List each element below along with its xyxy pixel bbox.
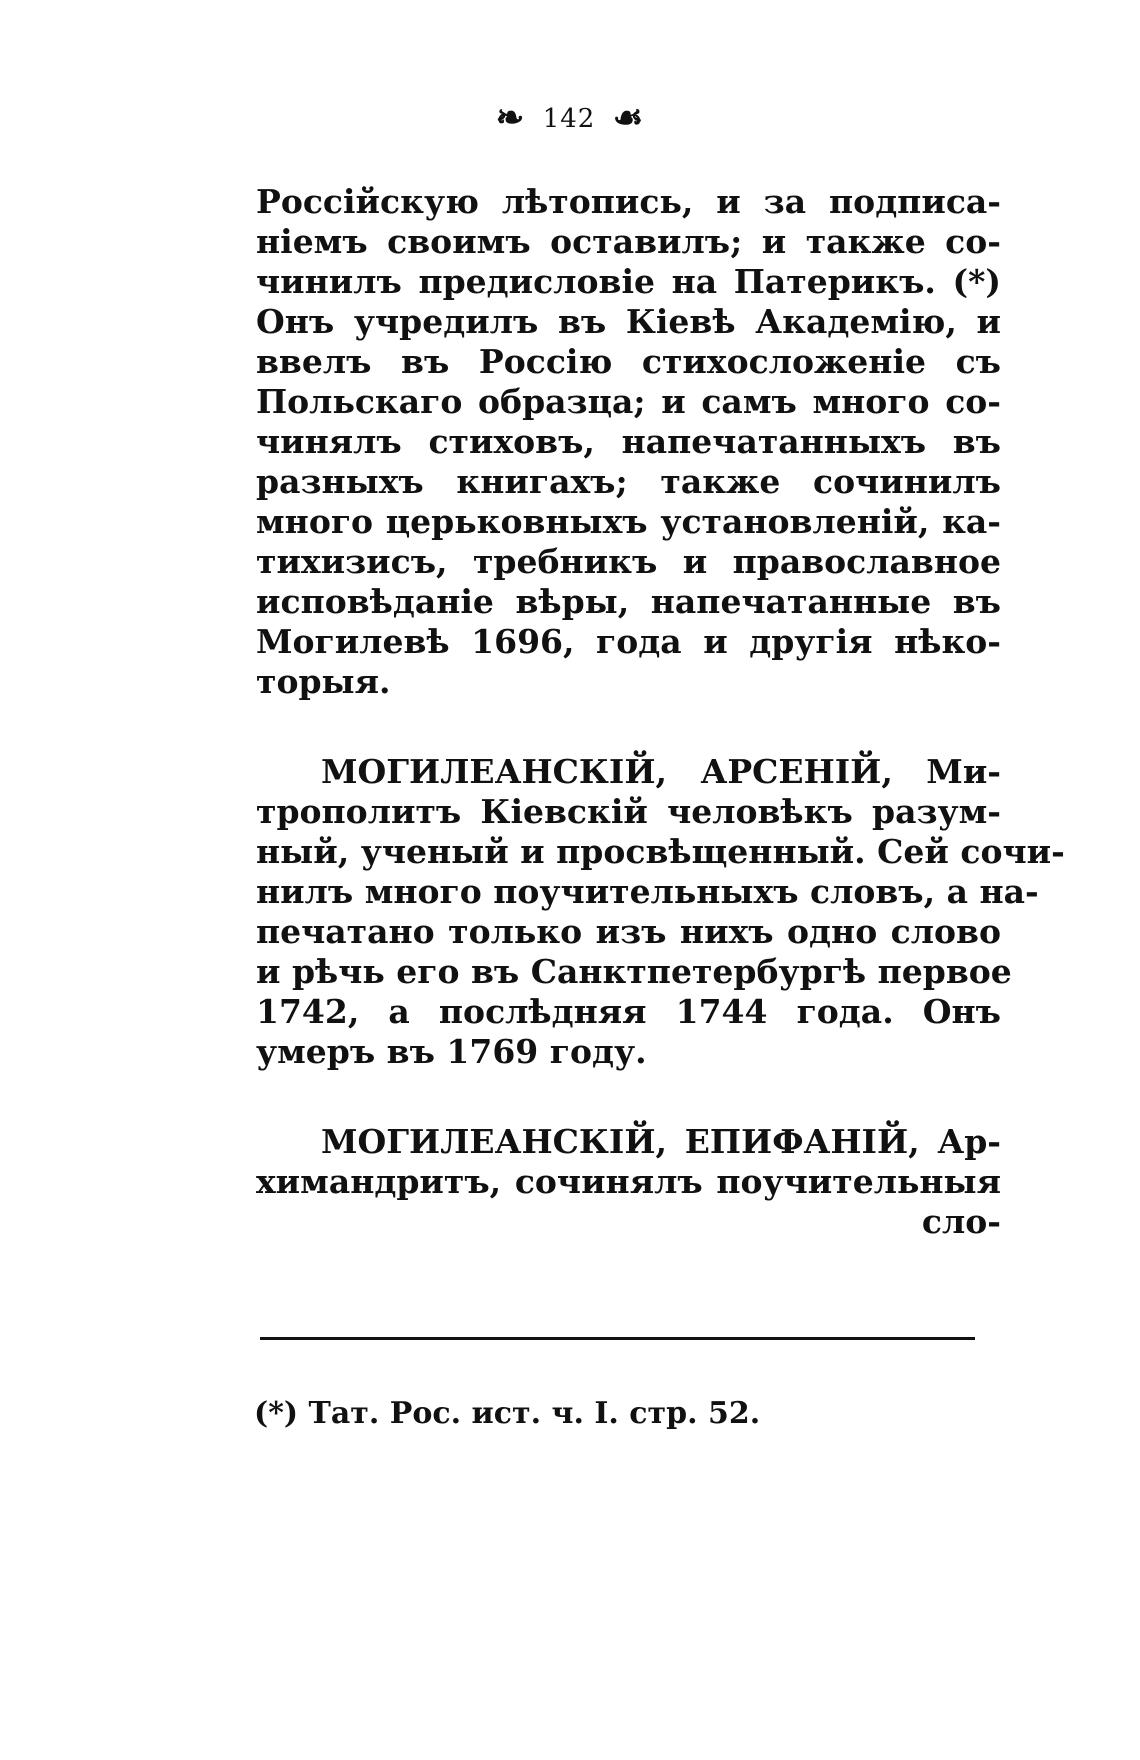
footnote: (*) Тат. Рос. ист. ч. I. стр. 52. <box>254 1396 761 1431</box>
entry-epifaniy <box>256 1122 1001 1242</box>
text-line: ный, ученый и просвѣщенный. Сей сочи- <box>256 832 1065 871</box>
text-line: ніемъ своимъ оставилъ; и также со- <box>256 222 1001 261</box>
text-line: 1742, а послѣдняя 1744 года. Онъ <box>256 992 1001 1031</box>
text-line: исповѣданіе вѣры, напечатанные въ <box>256 582 1001 621</box>
ornament-right-icon: ☙ <box>612 98 645 138</box>
text-line: чинилъ предисловіе на Патерикъ. (*) <box>256 262 1001 301</box>
text-line: нилъ много поучительныхъ словъ, а на- <box>256 872 1039 911</box>
entry-arseniy <box>256 752 1065 1072</box>
text-line: и рѣчь его въ Санктпетербургѣ первое <box>256 952 1012 991</box>
text-line: чинялъ стиховъ, напечатанныхъ въ <box>256 422 1001 461</box>
page-number: 142 <box>542 104 596 134</box>
catchword: сло- <box>921 1202 1001 1241</box>
text-line: много церьковныхъ установленій, ка- <box>256 502 1001 541</box>
page-header <box>0 98 1140 138</box>
text-line: химандритъ, сочинялъ поучительныя <box>256 1162 1001 1201</box>
text-line: Онъ учредилъ въ Кіевѣ Академію, и <box>256 302 1001 341</box>
text-line: умеръ въ 1769 году. <box>256 1032 647 1071</box>
text-line: трополитъ Кіевскій человѣкъ разум- <box>256 792 1001 831</box>
text-line: торыя. <box>256 662 391 701</box>
ornament-left-icon: ❧ <box>495 98 526 138</box>
footnote-divider <box>260 1337 975 1340</box>
entry-heading-line: МОГИЛЕАНСКІЙ, АРСЕНІЙ, Ми- <box>321 752 1001 791</box>
text-line: Польскаго образца; и самъ много со- <box>256 382 1001 421</box>
entry-paragraph-continuation <box>256 182 1001 702</box>
text-line: ввелъ въ Россію стихосложеніе съ <box>256 342 1001 381</box>
text-line: тихизисъ, требникъ и православное <box>256 542 1001 581</box>
text-line: разныхъ книгахъ; также сочинилъ <box>256 462 1001 501</box>
text-line: печатано только изъ нихъ одно слово <box>256 912 1001 951</box>
page-body <box>256 182 1065 1242</box>
text-line: Могилевѣ 1696, года и другія нѣко- <box>256 622 1001 661</box>
text-line: Россійскую лѣтопись, и за подписа- <box>256 182 1001 221</box>
entry-heading-line: МОГИЛЕАНСКІЙ, ЕПИФАНІЙ, Ар- <box>321 1122 1001 1161</box>
